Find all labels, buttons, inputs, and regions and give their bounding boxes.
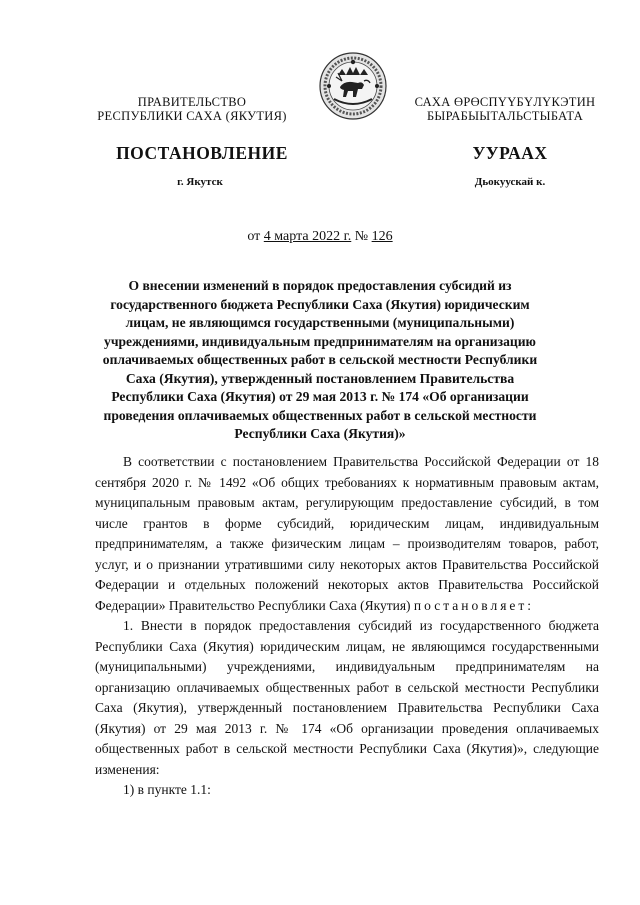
doc-type-sakha: УУРААХ [472,143,548,163]
government-name-sakha-line2: БЫРАБЫЫТАЛЬСТЫБАТА [426,109,584,123]
document-body [95,452,599,801]
preamble-text: В соответствии с постановлением Правительства Российской Федерации от 18 сентября 2020 г. № 1492 «Об общих требованиях к нормативным правовым актам, муниципальным правовым актам, регулирующим предоставление субсидий, в том числе грантов в форме субсидий, юридическим лицам, индивидуальным предпринимателям, а также физическим лицам – производителям товаров, работ, услуг, и о признании утратившими силу некоторых актов Правительства Российской Федерации и отдельных положений некоторых актов Правительства Российской Федерации» Правительство Республики Саха (Якутия) [95,454,599,613]
resolves-word: постановляет: [413,597,535,613]
city-sakha: Дьокуускай к. [474,176,546,188]
decree-prefix: от [247,229,261,244]
paragraph-item-1: 1. Внести в порядок предоставления субсидий из государственного бюджета Республики Саха (Якутия) юридическим лицам, не являющимся государственными (муниципальными) учреждениями, индивидуальным предпринимателям на организацию оплачиваемых общественных работ в сельской местности Республики Саха (Якутия), утвержденный постановлением Правительства Республики Саха (Якутия) от 29 мая 2013 г. № 174 «Об организации проведения оплачиваемых общественных работ в сельской местности Республики Саха (Якутия)», следующие изменения: [95,618,599,777]
city-ru: г. Якутск [177,176,223,188]
government-name-ru [92,95,292,123]
government-name-ru-line1: ПРАВИТЕЛЬСТВО [137,95,247,109]
paragraph-subitem-1: 1) в пункте 1.1: [123,782,211,797]
government-name-sakha-line1: САХА ӨРӨСПҮҮБҮЛҮКЭТИН [414,95,596,109]
document-title: О внесении изменений в порядок предоставления субсидий из государственного бюджета Республики Саха (Якутия) юридическим лицам, не являющимся государственными (муниципальными) учреждениями, индивидуальным предпринимателям на организацию оплачиваемых общественных работ в сельской местности Республики Саха (Якутия), утвержденный постановлением Правительства Республики Саха (Якутия) от 29 мая 2013 г. № 174 «Об организации проведения оплачиваемых общественных работ в сельской местности Республики Саха (Якутия)» [102,278,538,441]
paragraph-preamble [95,452,599,616]
decree-number: 126 [371,229,393,244]
decree-date-number [0,229,640,245]
decree-date: 4 марта 2022 г. [263,229,352,244]
government-name-ru-line2: РЕСПУБЛИКИ САХА (ЯКУТИЯ) [97,109,287,123]
sakha-coat-of-arms-icon [318,51,388,121]
doc-type-ru: ПОСТАНОВЛЕНИЕ [116,143,288,163]
government-name-sakha [395,95,615,123]
decree-number-sign: № [354,229,369,244]
